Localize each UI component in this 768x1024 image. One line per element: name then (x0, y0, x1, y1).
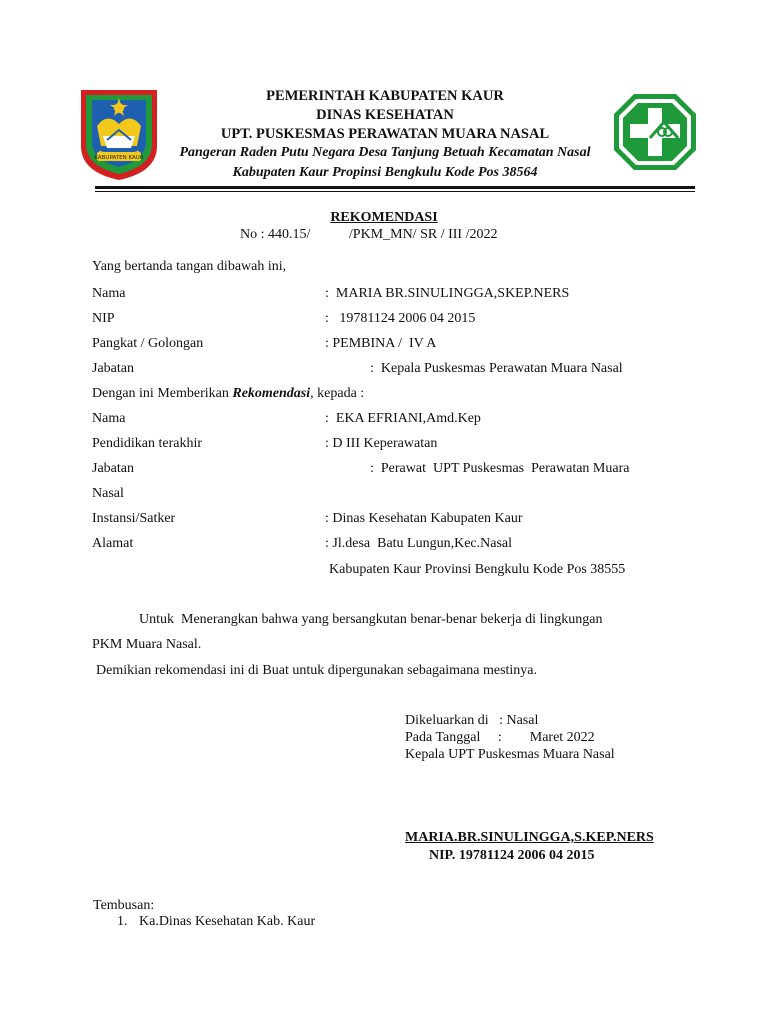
header-address-line2: Kabupaten Kaur Propinsi Bengkulu Kode Pos 38564 (232, 165, 538, 180)
recommendation-keyword: Rekomendasi (232, 386, 311, 401)
signer-name-label: Nama (92, 286, 126, 301)
recipient-position-continued: Nasal (92, 486, 124, 501)
issued-place: Dikeluarkan di : Nasal (405, 713, 539, 728)
recipient-education-label: Pendidikan terakhir (92, 436, 203, 451)
cc-item-text: Ka.Dinas Kesehatan Kab. Kaur (139, 914, 316, 929)
recipient-address-continued: Kabupaten Kaur Provinsi Bengkulu Kode Pos 38555 (329, 562, 626, 577)
signer-position-value: : Kepala Puskesmas Perawatan Muara Nasal (370, 361, 623, 376)
recipient-position-label: Jabatan (92, 461, 134, 476)
document-title: REKOMENDASI (330, 210, 438, 225)
document-number: No : 440.15/ /PKM_MN/ SR / III /2022 (240, 227, 498, 242)
cc-label: Tembusan: (93, 898, 155, 913)
kabupaten-kaur-logo (77, 86, 161, 182)
puskesmas-logo (612, 92, 698, 172)
recommendation-sentence (92, 386, 364, 402)
signer-nip-value: : 19781124 2006 04 2015 (325, 311, 476, 326)
recipient-agency-label: Instansi/Satker (92, 511, 176, 526)
header-divider-thick (95, 186, 695, 189)
intro-text: Yang bertanda tangan dibawah ini, (92, 259, 287, 274)
cc-item-number: 1. (117, 914, 128, 929)
signer-nip-label: NIP (92, 311, 115, 326)
signer-rank-value: : PEMBINA / IV A (325, 336, 437, 351)
recipient-name-value: : EKA EFRIANI,Amd.Kep (325, 411, 481, 426)
closing-paragraph: Demikian rekomendasi ini di Buat untuk dipergunakan sebagaimana mestinya. (96, 663, 538, 678)
recipient-education-value: : D III Keperawatan (325, 436, 438, 451)
signature-nip: NIP. 19781124 2006 04 2015 (429, 848, 595, 863)
header-government: PEMERINTAH KABUPATEN KAUR (266, 88, 504, 104)
recipient-address-label: Alamat (92, 536, 134, 551)
issued-date: Pada Tanggal : Maret 2022 (405, 730, 595, 745)
header-divider-thin (95, 191, 695, 192)
recommendation-prefix: Dengan ini Memberikan (92, 386, 233, 401)
header-address-line1: Pangeran Raden Putu Negara Desa Tanjung Betuah Kecamatan Nasal (179, 145, 591, 160)
recipient-address-value: : Jl.desa Batu Lungun,Kec.Nasal (325, 536, 513, 551)
recipient-name-label: Nama (92, 411, 126, 426)
statement-paragraph-line2: PKM Muara Nasal. (92, 637, 202, 652)
signer-name-value: : MARIA BR.SINULINGGA,SKEP.NERS (325, 286, 570, 301)
svg-text:KABUPATEN KAUR: KABUPATEN KAUR (94, 155, 144, 161)
signer-title: Kepala UPT Puskesmas Muara Nasal (405, 747, 615, 762)
signer-rank-label: Pangkat / Golongan (92, 336, 204, 351)
signature-name: MARIA.BR.SINULINGGA,S.KEP.NERS (405, 830, 654, 845)
header-puskesmas: UPT. PUSKESMAS PERAWATAN MUARA NASAL (220, 126, 550, 142)
header-department: DINAS KESEHATAN (316, 107, 454, 123)
statement-paragraph-line1: Untuk Menerangkan bahwa yang bersangkutan benar-benar bekerja di lingkungan (139, 612, 603, 627)
recipient-position-value: : Perawat UPT Puskesmas Perawatan Muara (370, 461, 630, 476)
recommendation-suffix: , kepada : (310, 386, 365, 401)
recipient-agency-value: : Dinas Kesehatan Kabupaten Kaur (325, 511, 523, 526)
signer-position-label: Jabatan (92, 361, 134, 376)
